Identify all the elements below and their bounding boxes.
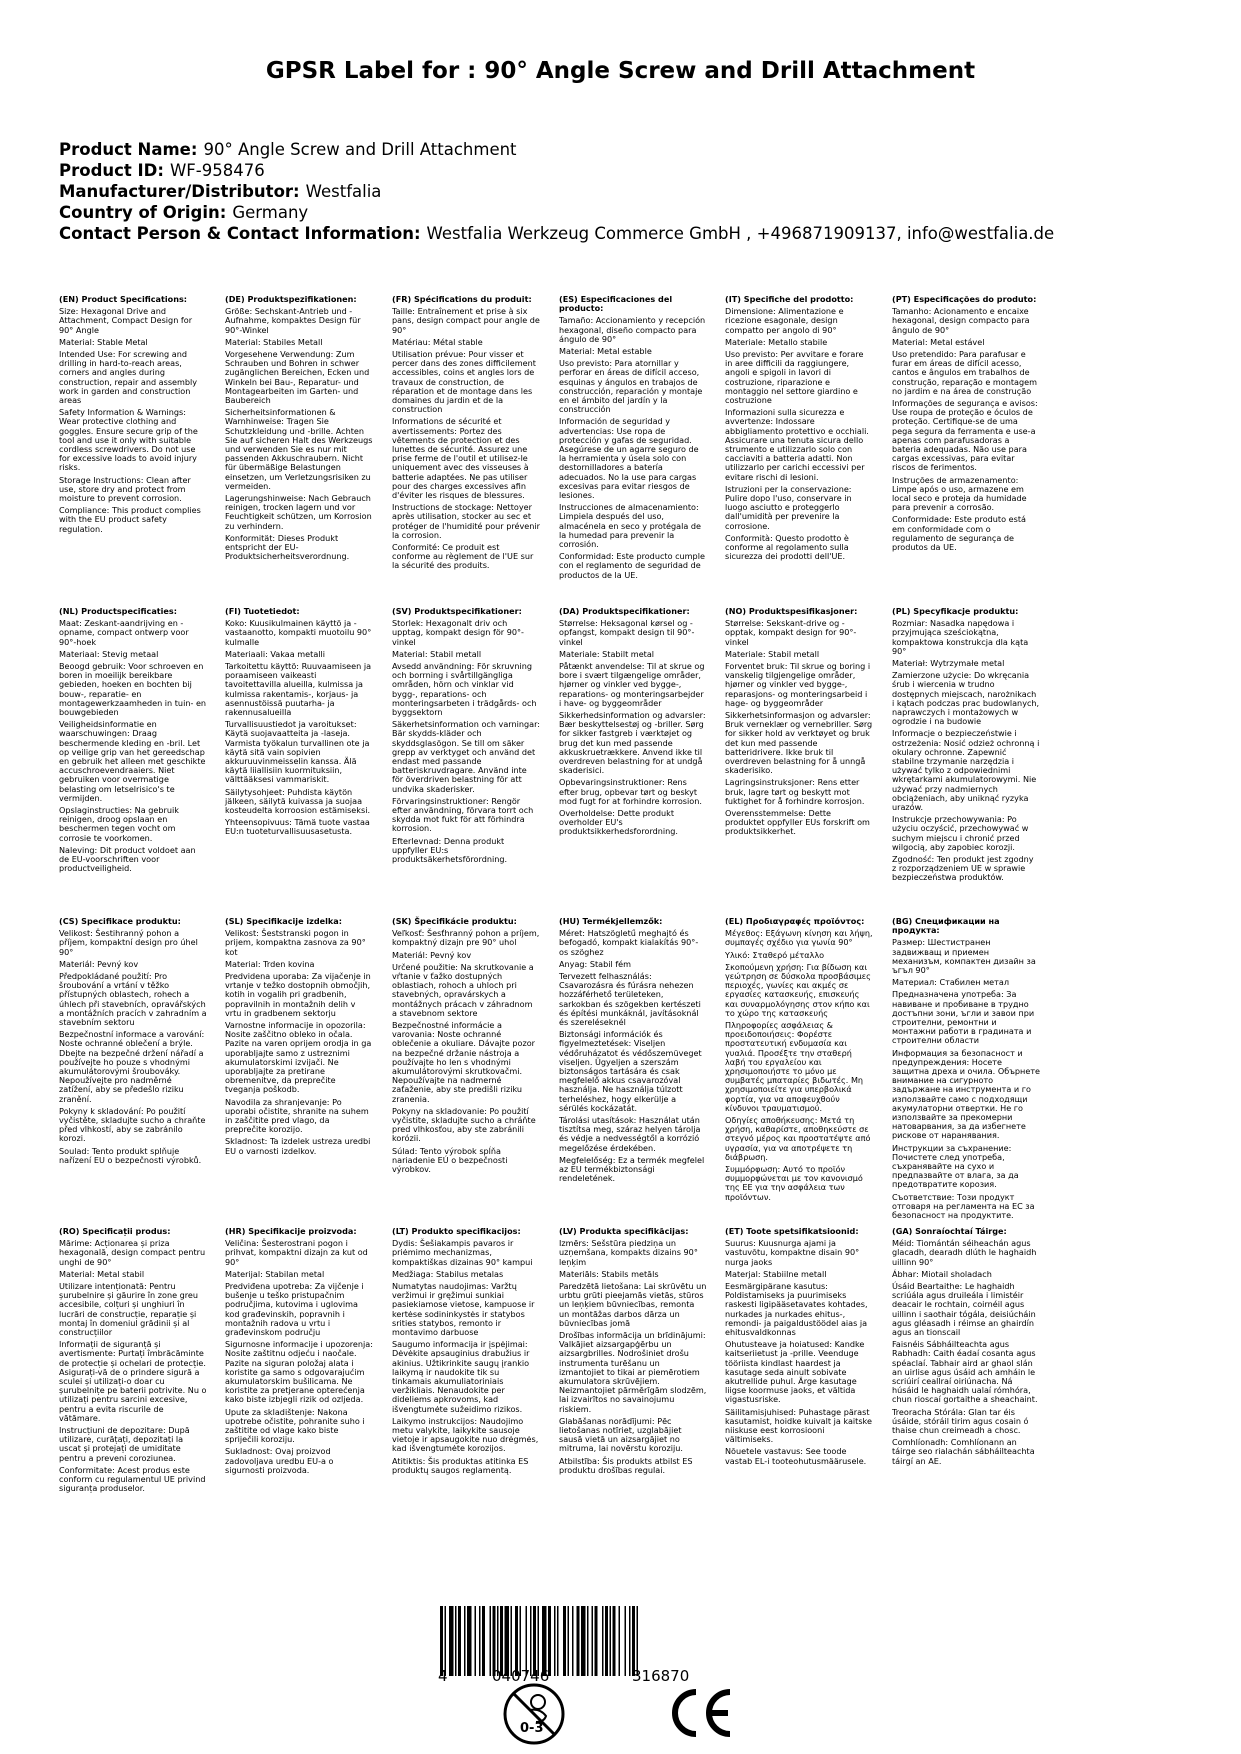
spec-paragraph: Størrelse: Sekskant-drive og -opptak, kompakt design for 90°-vinkel (725, 618, 857, 647)
spec-paragraph: Materiāls: Stabils metāls (559, 1268, 659, 1279)
spec-paragraph: Предназначена употреба: За навиване и пробиване в трудно достъпни зони, ъгли и завои при строителни, ремонтни и монтажни работи в градината и строителни области (892, 989, 1035, 1046)
spec-paragraph: Atitiktis: Šis produktas atitinka ES produktų saugos reglamentą. (392, 1455, 529, 1475)
spec-paragraph: Bezpečnostní informace a varování: Noste ochranné oblečení a brýle. Dbejte na bezpečné držení nářadí a používejte ho pouze s vhodnými akumulátorovými šroubováky. Nepoužívejte pro nadměrné zatížení, aby se předešlo riziku zranění. (59, 1029, 205, 1104)
spec-paragraph: Laikymo instrukcijos: Naudojimo metu valykite, laikykite sausoje vietoje ir apsaugokite nuo drėgmės, kad išvengtumėte korozijos. (392, 1415, 539, 1454)
barcode-bar (605, 1606, 608, 1676)
spec-paragraph: Påtænkt anvendelse: Til at skrue og bore i svært tilgængelige områder, hjørner og vinkler ved bygge-, reparations- og monteringsarbejder i have- og byggeområder (559, 661, 705, 708)
spec-block-en (59, 295, 207, 537)
spec-block-es (559, 295, 707, 583)
spec-paragraph: Materiale: Metallo stabile (725, 336, 828, 347)
spec-paragraph: Material: Stabiles Metall (225, 336, 323, 347)
barcode-bar (538, 1606, 540, 1676)
spec-paragraph: Lagringsinstruksjoner: Rens etter bruk, lagre tørt og beskytt mot fuktighet for å forhindre korrosjon. (725, 777, 865, 806)
spec-paragraph: Úsáid Beartaithe: Le haghaidh scriúála agus druileála i limistéir deacair le rochtain, coirnéil agus uillinn i saothair tógála, deisiúcháin agus gléasadh i réimse an ghairdín agus an tionscail (892, 1281, 1036, 1338)
spec-paragraph: Conformità: Questo prodotto è conforme al regolamento sulla sicurezza dei prodotti dell'UE. (725, 532, 849, 562)
spec-paragraph: Informações de segurança e avisos: Use roupa de proteção e óculos de proteção. Certifique-se de uma pega segura da ferramenta e use-a apenas com parafusadoras a bateria adequadas. Não use para cargas excessivas, para evitar riscos de ferimentos. (892, 398, 1038, 473)
spec-paragraph: Naleving: Dit product voldoet aan de EU-voorschriften voor productveiligheid. (59, 844, 196, 874)
spec-paragraph: Zamierzone użycie: Do wkręcania śrub i wiercenia w trudno dostępnych miejscach, narożnikach i kątach podczas prac budowlanych, naprawczych i montażowych w ogrodzie i na budowie (892, 670, 1040, 727)
barcode-bar (530, 1606, 532, 1676)
barcode-bar (557, 1606, 559, 1676)
barcode-bar (568, 1606, 570, 1676)
spec-paragraph: Lagerungshinweise: Nach Gebrauch reinigen, trocken lagern und vor Feuchtigkeit schützen, um Korrosion zu verhindern. (225, 493, 372, 531)
spec-paragraph: Pokyny na skladovanie: Po použití vyčistite, skladujte sucho a chráňte pred vlhkosťou, aby ste zabránili korózii. (392, 1105, 536, 1144)
spec-heading: (CS) Specifikace produktu: (59, 916, 181, 926)
spec-heading: (FI) Tuotetiedot: (225, 606, 300, 616)
spec-paragraph: Bezpečnostné informácie a varovania: Noste ochranné oblečenie a okuliare. Dávajte pozor na bezpečné držanie nástroja a používajte ho len s vhodnými akumulátorovými skrutkovačmi. Nepoužívajte na nadmerné zaťaženie, aby ste predišli riziku zranenia. (392, 1020, 535, 1104)
spec-paragraph: Turvallisuustiedot ja varoitukset: Käytä suojavaatteita ja -laseja. Varmista työkalun turvallinen ote ja käytä sitä vain sopivien akkuruuvinmeisselin kanssa. Älä käytä liiallisiin kuormituksiin, välttääksesi vammariskit. (225, 719, 370, 785)
spec-paragraph: Conformité: Ce produit est conforme au règlement de l'UE sur la sécurité des produits. (392, 542, 534, 571)
spec-block-sv (392, 607, 540, 867)
spec-paragraph: Soulad: Tento produkt splňuje nařízení EU o bezpečnosti výrobků. (59, 1145, 202, 1165)
spec-heading: (LT) Produkto specifikacijos: (392, 1226, 521, 1236)
spec-paragraph: Πληροφορίες ασφάλειας & προειδοποιήσεις: Φορέστε προστατευτική ενδυμασία και γυαλιά. Προσέξτε την σταθερή λαβή του εργαλείου και χρησιμοποιήστε το μόνο με συμβατές μπαταρίες βιδωτές. Μη χρησιμοποιείτε για υπερβολικά φορτία, για να αποφευχθούν κίνδυνοι τραυματισμού. (725, 1020, 864, 1113)
spec-paragraph: Vorgesehene Verwendung: Zum Schrauben und Bohren in schwer zugänglichen Bereichen, Ecken und Winkeln bei Bau-, Reparatur- und Montagearbeiten im Garten- und Baubereich (225, 349, 370, 406)
spec-block-no (725, 607, 873, 840)
spec-paragraph: Materjal: Stabiilne metall (725, 1268, 827, 1279)
spec-block-lv (559, 1227, 707, 1478)
info-product-name: Product Name: 90° Angle Screw and Drill Attachment (59, 140, 517, 159)
spec-paragraph: Tamanho: Acionamento e encaixe hexagonal, design compacto para ângulo de 90° (892, 306, 1030, 335)
spec-paragraph: Säilytysohjeet: Puhdista käytön jälkeen, säilytä kuivassa ja suojaa kosteudelta korroosion estämiseksi. (225, 786, 371, 816)
barcode-bar (497, 1606, 499, 1676)
spec-block-sl (225, 917, 373, 1159)
spec-paragraph: Conformidad: Este producto cumple con el reglamento de seguridad de productos de la UE. (559, 551, 705, 580)
spec-heading: (NO) Produktspesifikasjoner: (725, 606, 858, 616)
barcode-bar (610, 1606, 612, 1676)
spec-paragraph: Информация за безопасност и предупреждения: Носете защитна дреха и очила. Обърнете внимание на сигурното задържане на инструмента и го използвайте само с подходящи акумулаторни отвертки. Не го използвайте за прекомерни натоварвания, за да избегнете рискове от наранявания. (892, 1047, 1041, 1141)
spec-block-ga (892, 1227, 1040, 1469)
spec-paragraph: Compliance: This product complies with the EU product safety regulation. (59, 505, 201, 534)
spec-heading: (LV) Produkta specifikācijas: (559, 1226, 689, 1236)
spec-paragraph: Conformidade: Este produto está em conformidade com o regulamento de segurança de produtos da UE. (892, 514, 1026, 553)
barcode-bar (440, 1606, 443, 1676)
barcode-bar (520, 1606, 522, 1676)
barcode-bar (587, 1606, 589, 1676)
spec-block-cs (59, 917, 207, 1168)
spec-paragraph: Storlek: Hexagonalt driv och upptag, kompakt design för 90°-vinkel (392, 618, 524, 647)
spec-block-et (725, 1227, 873, 1469)
barcode-bar (449, 1606, 454, 1676)
spec-heading: (HR) Specifikacije proizvoda: (225, 1226, 357, 1236)
barcode-bar (526, 1606, 528, 1676)
age-warning-0-3-icon (502, 1682, 566, 1746)
spec-paragraph: Materiale: Stabil metall (725, 648, 820, 659)
spec-paragraph: Material: Stable Metal (59, 336, 148, 347)
spec-paragraph: Faisnéis Sábháilteachta agus Rabhadh: Caith éadaí cosanta agus spéaclaí. Tabhair aird ar ghaol slán an uirlise agus úsáid ach amháin le scriúirí ceallraí oiriúnacha. Ná húsáid le haghaidh ualaí rómhóra, chun rioscaí gortaithe a sheachaint. (892, 1339, 1038, 1405)
spec-paragraph: Materiał: Wytrzymałe metal (892, 658, 1005, 669)
barcode-bar (548, 1606, 551, 1676)
spec-paragraph: Sigurnosne informacije i upozorenja: Nosite zaštitnu odjeću i naočale. Pazite na siguran položaj alata i koristite ga samo s odgovarajućim akumulatorskim bušilicama. Ne koristite za pretjerane opterećenja kako biste izbjegli rizik od ozljeda. (225, 1339, 373, 1405)
spec-block-nl (59, 607, 207, 876)
spec-paragraph: Rozmiar: Nasadka napędowa i przyjmująca sześciokątna, kompaktowa konstrukcja dla kąta 90° (892, 618, 1029, 656)
spec-paragraph: Uso previsto: Para atornillar y perforar en áreas de difícil acceso, esquinas y ángulos en trabajos de construcción, reparación y montaje en el ámbito del jardín y la construcción (559, 358, 703, 415)
barcode-bar (637, 1606, 639, 1676)
spec-block-bg (892, 917, 1040, 1223)
spec-heading: (ES) Especificaciones del producto: (559, 294, 673, 314)
barcode-bar (613, 1606, 616, 1676)
spec-paragraph: Navodila za shranjevanje: Po uporabi očistite, shranite na suhem in zaščitite pred vlago, da preprečite korozijo. (225, 1096, 369, 1135)
spec-heading: (PT) Especificações do produto: (892, 294, 1037, 304)
spec-paragraph: Zgodność: Ten produkt jest zgodny z rozporządzeniem UE w sprawie bezpieczeństwa produktów. (892, 854, 1034, 883)
spec-heading: (EN) Product Specifications: (59, 294, 188, 304)
spec-paragraph: Paredzētā lietošana: Lai skrūvētu un urbtu grūti pieejamās vietās, stūros un leņķiem būvniecības, remonta un montāžas darbos dārza un būvniecības jomā (559, 1281, 707, 1328)
spec-paragraph: Materiaal: Stevig metaal (59, 648, 159, 659)
spec-paragraph: Nõuetele vastavus: See toode vastab EL-i tooteohutusmäärusele. (725, 1446, 867, 1466)
spec-paragraph: Säilitamisjuhised: Puhastage pärast kasutamist, hoidke kuivalt ja kaitske niiskuse eest korrosiooni vältimiseks. (725, 1406, 872, 1445)
spec-paragraph: Información de seguridad y advertencias: Use ropa de protección y gafas de seguridad. Asegúrese de un agarre seguro de la herramienta y úsela solo con destornilladores a batería adecuados. No la use para cargas excesivas para evitar riesgos de lesiones. (559, 416, 699, 501)
spec-paragraph: Beoogd gebruik: Voor schroeven en boren in moeilijk bereikbare gebieden, hoeken en bochten bij bouw-, reparatie- en montagewerkzaamheden in tuin- en bouwgebieden (59, 661, 207, 718)
spec-paragraph: Materiál: Pevný kov (392, 949, 472, 960)
spec-paragraph: Størrelse: Heksagonal kørsel og -opfangst, kompakt design til 90°-vinkel (559, 618, 695, 647)
info-country: Country of Origin: Germany (59, 203, 309, 222)
ce-mark-icon (666, 1688, 734, 1738)
spec-paragraph: Informazioni sulla sicurezza e avvertenze: Indossare abbigliamento protettivo e occhiali. Assicurare una tenuta sicura dello strumento e utilizzarlo solo con cacciaviti a batteria adatti. Non utilizzarlo per carichi eccessivi per evitare rischi di lesioni. (725, 407, 869, 482)
barcode-bar (479, 1606, 481, 1676)
spec-block-fr (392, 295, 540, 574)
spec-paragraph: Materijal: Stabilan metal (225, 1268, 325, 1279)
spec-paragraph: Safety Information & Warnings: Wear protective clothing and goggles. Ensure secure grip of the tool and use it only with suitable cordless screwdrivers. Do not use for excessive loads to avoid injury risks. (59, 407, 198, 473)
page-title: GPSR Label for : 90° Angle Screw and Drill Attachment (265, 58, 976, 84)
spec-paragraph: Tervezett felhasználás: Csavarozásra és fúrásra nehezen hozzáférhető területeken, sarkokban és szögekben kertészeti és építési munkáknál, javításoknál és szereléseknél (559, 971, 701, 1028)
spec-paragraph: Súlad: Tento výrobok spĺňa nariadenie EÚ o bezpečnosti výrobkov. (392, 1145, 508, 1175)
spec-paragraph: Numatytas naudojimas: Varžtų veržimui ir gręžimui sunkiai pasiekiamose vietose, kampuose ir kertėse sodininkystės ir statybos srities statybos, remonto ir montavimo darbuose (392, 1281, 535, 1338)
spec-paragraph: Veľkosť: Šesťhranný pohon a príjem, kompaktný dizajn pre 90° uhol (392, 928, 540, 948)
spec-paragraph: Eesmärgipärane kasutus: Poldistamiseks ja puurimiseks raskesti ligipääsetavates kohtades, nurkades ja nurkades ehitus-, remondi- ja paigaldustöödel aias ja ehitusvaldkonnas (725, 1281, 868, 1338)
spec-paragraph: Material: Metal stabil (59, 1268, 145, 1279)
barcode-bar (475, 1606, 477, 1676)
spec-paragraph: Ohutusteave ja hoiatused: Kandke kaitseriietust ja -prille. Veenduge tööriista kindlast haardest ja kasutage seda ainult sobivate akutrellide puhul. Ärge kasutage liigse koormuse jaoks, et vältida vigastusriske. (725, 1339, 865, 1405)
barcode-bar (493, 1606, 496, 1676)
spec-heading: (PL) Specyfikacje produktu: (892, 606, 1019, 616)
spec-paragraph: Uso previsto: Per avvitare e forare in aree difficili da raggiungere, angoli e spigoli in lavori di costruzione, riparazione e montaggio nel settore giardino e costruzione (725, 349, 864, 406)
spec-paragraph: Overholdelse: Dette produkt overholder EU's produktsikkerhedsforordning. (559, 808, 678, 837)
barcode-digit-lead: 4 (438, 1667, 448, 1685)
spec-paragraph: Instrukcje przechowywania: Po użyciu oczyścić, przechowywać w suchym miejscu i chronić przed wilgocią, aby zapobiec korozji. (892, 814, 1029, 852)
spec-paragraph: Glabāšanas norādījumi: Pēc lietošanas notīriet, uzglabājiet sausā vietā un aizsargājiet no mitruma, lai novērstu koroziju. (559, 1415, 683, 1454)
spec-paragraph: Předpokládané použití: Pro šroubování a vrtání v těžko přístupných oblastech, rohech a úhlech při stavebních, opravářských a montážních pracích v zahradním a stavebním sektoru (59, 971, 207, 1028)
spec-paragraph: Uso pretendido: Para parafusar e furar em áreas de difícil acesso, cantos e ângulos em trabalhos de construção, reparação e montagem no jardim e na área de construção (892, 349, 1037, 396)
spec-paragraph: Ábhar: Miotail sholadach (892, 1268, 992, 1279)
product-info (59, 139, 1054, 244)
spec-paragraph: Matériau: Métal stable (392, 336, 483, 347)
spec-block-pl (892, 607, 1040, 886)
spec-paragraph: Varnostne informacije in opozorila: Nosite zaščitno obleko in očala. Pazite na varen oprijem orodja in ga uporabljajte samo z ustreznimi akumulatorskimi izvijači. Ne uporabljajte za pretirane obremenitve, da preprečite tveganja poškodb. (225, 1020, 372, 1095)
spec-paragraph: Avsedd användning: För skruvning och borrning i svårtillgängliga områden, hörn och vinklar vid bygg-, reparations- och monteringsarbeten i trädgårds- och byggsektorn (392, 661, 537, 718)
spec-block-it (725, 295, 873, 564)
spec-heading: (NL) Productspecificaties: (59, 606, 177, 616)
spec-heading: (SK) Špecifikácie produktu: (392, 916, 517, 926)
spec-paragraph: Opbevaringsinstruktioner: Rens efter brug, opbevar tørt og beskyt mod fugt for at forhindre korrosion. (559, 777, 702, 806)
spec-paragraph: Megfelelőség: Ez a termék megfelel az EU termékbiztonsági rendeletének. (559, 1154, 705, 1184)
barcode-bar (467, 1606, 472, 1676)
spec-paragraph: Materiál: Pevný kov (59, 958, 139, 969)
spec-block-hr (225, 1227, 373, 1478)
spec-block-el (725, 917, 873, 1205)
spec-heading: (HU) Termékjellemzők: (559, 916, 663, 926)
spec-heading: (EL) Προδιαγραφές προϊόντος: (725, 916, 865, 926)
spec-paragraph: Velikost: Šestihranný pohon a příjem, kompaktní design pro úhel 90° (59, 928, 198, 957)
spec-paragraph: Material: Metal estável (892, 336, 985, 347)
spec-paragraph: Drošības informācija un brīdinājumi: Valkājiet aizsargapģērbu un aizsargbrilles. Nodrošiniet drošu instrumenta turēšanu un izmantojiet to tikai ar piemērotiem akumulatora skrūvējiem. Neizmantojiet pārmērīgām slodzēm, lai izvairītos no savainojumu riskiem. (559, 1330, 707, 1414)
spec-paragraph: Overensstemmelse: Dette produktet oppfyller EUs forskrift om produktsikkerhet. (725, 808, 870, 837)
barcode-bar (542, 1606, 547, 1676)
spec-paragraph: Pokyny k skladování: Po použití vyčistěte, skladujte sucho a chraňte před vlhkostí, aby se zabránilo korozi. (59, 1105, 206, 1144)
spec-heading: (ET) Toote spetsifikatsioonid: (725, 1226, 859, 1236)
spec-block-da (559, 607, 707, 840)
spec-paragraph: Säkerhetsinformation och varningar: Bär skydds-kläder och skyddsglasögon. Se till om säker grepp av verktyget och använd det endast med passande batteriskruvdragare. Använd inte för överdriven belastning för att undvika skaderisker. (392, 719, 541, 794)
spec-paragraph: Predvidena uporaba: Za vijačenje in vrtanje v težko dostopnih območjih, kotih in vogalih pri gradbenih, popravilnih in montažnih delih v vrtu in gradbenem sektorju (225, 971, 371, 1018)
barcode-digits-left: 040746 (492, 1667, 550, 1685)
spec-paragraph: Инструкции за съхранение: Почистете след употреба, съхранявайте на сухо и предпазвайте от влага, за да предотвратите корозия. (892, 1142, 1019, 1190)
spec-paragraph: Veličina: Šesterostrani pogon i prihvat, kompaktni dizajn za kut od 90° (225, 1238, 368, 1267)
spec-block-ro (59, 1227, 207, 1496)
spec-paragraph: Určené použitie: Na skrutkovanie a vŕtanie v ťažko dostupných oblastiach, rohoch a uhloch pri stavebných, opravárskych a montážnych prácach v záhradnom a stavebnom sektore (392, 961, 534, 1018)
spec-paragraph: Forventet bruk: Til skrue og boring i vanskelig tilgjengelige områder, hjørner og vinkler ved bygge-, reparasjons- og monteringsarbeid i hage- og byggeområder (725, 661, 871, 708)
spec-heading: (FR) Spécifications du produit: (392, 294, 532, 304)
spec-paragraph: Taille: Entraînement et prise à six pans, design compact pour angle de 90° (392, 306, 540, 335)
spec-paragraph: Skladnost: Ta izdelek ustreza uredbi EU o varnosti izdelkov. (225, 1136, 371, 1156)
spec-paragraph: Instruções de armazenamento: Limpe após o uso, armazene em local seco e proteja da humidade para prevenir a corrosão. (892, 474, 1027, 513)
spec-paragraph: Storage Instructions: Clean after use, store dry and protect from moisture to prevent corrosion. (59, 474, 191, 504)
spec-heading: (SV) Produktspecifikationer: (392, 606, 522, 616)
barcode-bar (554, 1606, 556, 1676)
spec-paragraph: Size: Hexagonal Drive and Attachment, Compact Design for 90° Angle (59, 306, 193, 335)
spec-paragraph: Informations de sécurité et avertissements: Portez des vêtements de protection et des lunettes de sécurité. Assurez une prise ferme de l'outil et utilisez-le uniquement avec des visseuses à batterie adaptées. Ne pas utiliser pour des charges excessives afin d'éviter les risques de blessures. (392, 416, 529, 501)
barcode-bar (581, 1606, 586, 1676)
spec-paragraph: Treoracha Stórála: Glan tar éis úsáide, stóráil tirim agus cosain ó thaise chun creimeadh a chosc. (892, 1406, 1029, 1436)
spec-paragraph: Dydis: Šešiakampis pavaros ir priėmimo mechanizmas, kompaktiškas dizainas 90° kampui (392, 1238, 533, 1267)
spec-block-lt (392, 1227, 540, 1478)
barcode-bar (629, 1606, 631, 1676)
spec-paragraph: Sikkerhetsinformasjon og advarsler: Bruk verneklær og vernebriller. Sørg for sikker hold av verktøyet og bruk det kun med passende batteridrivere. Ikke bruk til overdreven belastning for å unngå skaderisiko. (725, 710, 873, 776)
barcode-bar (572, 1606, 574, 1676)
spec-block-sk (392, 917, 540, 1177)
spec-paragraph: Konformität: Dieses Produkt entspricht der EU-Produktsicherheitsverordnung. (225, 532, 350, 562)
info-product-id: Product ID: WF-958476 (59, 161, 265, 180)
barcode-bar (625, 1606, 627, 1676)
spec-paragraph: Koko: Kuusikulmainen käyttö ja -vastaanotto, kompakti muotoilu 90° kulmalle (225, 618, 372, 647)
spec-paragraph: Dimensione: Alimentazione e ricezione esagonale, design compatto per angolo di 90° (725, 306, 844, 335)
spec-paragraph: Instrucciones de almacenamiento: Limpiela después del uso, almacénela en seco y protégala de la humedad para prevenir la corrosión. (559, 502, 701, 550)
info-contact: Contact Person & Contact Information: Westfalia Werkzeug Commerce GmbH , +496871909137, info@westfalia.de (59, 224, 1055, 243)
barcode-bar (563, 1606, 566, 1676)
info-manufacturer: Manufacturer/Distributor: Westfalia (59, 182, 382, 201)
spec-paragraph: Instructions de stockage: Nettoyer après utilisation, stocker au sec et protéger de l'humidité pour prévenir la corrosion. (392, 502, 540, 540)
spec-paragraph: Съответствие: Този продукт отговаря на регламента на ЕС за безопасност на продуктите. (892, 1191, 1035, 1221)
barcode-bar (632, 1606, 635, 1676)
spec-paragraph: Mărime: Acționarea și priza hexagonală, design compact pentru unghi de 90° (59, 1238, 206, 1267)
spec-paragraph: Utilizare intenționată: Pentru șurubelnire și găurire în zone greu accesibile, colțuri și unghiuri în lucrări de construcție, reparație și montaj în domeniul grădinii și al construcțiilor (59, 1281, 199, 1338)
barcode-bar (490, 1606, 492, 1676)
barcode-bar (511, 1606, 513, 1676)
spec-paragraph: Atbilstība: Šis produkts atbilst ES produktu drošības regulai. (559, 1455, 693, 1475)
barcode-digits-right: 316870 (632, 1667, 690, 1685)
spec-paragraph: Material: Trden kovina (225, 958, 315, 969)
barcode-bar (445, 1606, 447, 1676)
spec-paragraph: Sukladnost: Ovaj proizvod zadovoljava uredbu EU-a o sigurnosti proizvoda. (225, 1446, 334, 1475)
spec-paragraph: Materiale: Stabilt metal (559, 648, 655, 659)
spec-paragraph: Размер: Шестистранен задвижващ и приемен механизъм, компактен дизайн за ъгъл 90° (892, 937, 1036, 976)
spec-paragraph: Izmērs: Sešstūra piedziņa un uzņemšana, kompakts dizains 90° leņķim (559, 1238, 698, 1267)
spec-heading: (DE) Produktspezifikationen: (225, 294, 357, 304)
spec-paragraph: Conformitate: Acest produs este conform cu regulamentul UE privind siguranța produselor. (59, 1464, 206, 1494)
barcode-bar (592, 1606, 594, 1676)
spec-paragraph: Tárolási utasítások: Használat után tisztítsa meg, száraz helyen tárolja és védje a nedvességtől a korrózió megelőzése érdekében. (559, 1115, 701, 1153)
spec-paragraph: Größe: Sechskant-Antrieb und -Aufnahme, kompaktes Design für 90°-Winkel (225, 306, 361, 335)
spec-paragraph: Utilisation prévue: Pour visser et percer dans des zones difficilement accessibles, coins et angles lors de travaux de construction, de réparation et de montage dans les domaines du jardin et de la construction (392, 349, 536, 415)
spec-heading: (BG) Спецификации на продукта: (892, 916, 1000, 936)
spec-paragraph: Medžiaga: Stabilus metalas (392, 1268, 504, 1279)
spec-block-hu (559, 917, 707, 1186)
spec-paragraph: Comhlíonadh: Comhlíonann an táirge seo rialachán sábháilteachta táirgí an AE. (892, 1437, 1035, 1466)
spec-paragraph: Materiaali: Vakaa metalli (225, 648, 326, 659)
spec-heading: (GA) Sonraíochtaí Táirge: (892, 1226, 1007, 1236)
spec-block-fi (225, 607, 373, 840)
spec-heading: (IT) Specifiche del prodotto: (725, 294, 854, 304)
spec-paragraph: Veiligheidsinformatie en waarschuwingen: Draag beschermende kleding en -bril. Let op veilige grip van het gereedschap en gebruik het alleen met geschikte accuschroevendraaiers. Niet gebruiken voor overmatige belasting om letselrisico's te vermijden. (59, 719, 206, 803)
spec-paragraph: Οδηγίες αποθήκευσης: Μετά τη χρήση, καθαρίστε, αποθηκεύστε σε στεγνό μέρος και προστατέψτε από υγρασία, για να αποτρέψετε τη διάβρωση. (725, 1115, 871, 1162)
spec-paragraph: Velikost: Šeststranski pogon in prijem, kompaktna zasnova za 90° kot (225, 928, 366, 957)
barcode-bar (455, 1606, 457, 1676)
spec-paragraph: Tamaño: Accionamiento y recepción hexagonal, diseño compacto para ángulo de 90° (559, 315, 706, 344)
barcode-bar (602, 1606, 604, 1676)
spec-paragraph: Méret: Hatszögletű meghajtó és befogadó, kompakt kialakítás 90°-os szöghez (559, 928, 699, 957)
spec-paragraph: Maat: Zeskant-aandrijving en -opname, compact ontwerp voor 90°-hoek (59, 618, 189, 647)
barcode-bar (500, 1606, 503, 1676)
spec-paragraph: Συμμόρφωση: Αυτό το προϊόν συμμορφώνεται με τον κανονισμό της ΕΕ για την ασφάλεια των προϊόντων. (725, 1164, 863, 1202)
spec-paragraph: Opslaginstructies: Na gebruik reinigen, droog opslaan en beschermen tegen vocht om corrosie te voorkomen. (59, 805, 179, 843)
spec-paragraph: Biztonsági információk és figyelmeztetések: Viseljen védőruházatot és védőszemüveget viseljen. Ügyeljen a szerszám biztonságos tartására és csak megfelelő akkus csavarozóval használja. Ne használja túlzott terheléshez, hogy elkerülje a sérülés kockázatát. (559, 1029, 702, 1113)
barcode-bar (464, 1606, 466, 1676)
barcode-bar (482, 1606, 485, 1676)
spec-paragraph: Material: Stabil metall (392, 648, 482, 659)
barcode-bar (595, 1606, 598, 1676)
spec-paragraph: Instrucțiuni de depozitare: După utilizare, curățați, depozitați la uscat și protejați de umiditate pentru a preveni coroziunea. (59, 1425, 190, 1463)
barcode-bar (577, 1606, 580, 1676)
barcode-bar (505, 1606, 510, 1676)
spec-paragraph: Förvaringsinstruktioner: Rengör efter användning, förvara torrt och skydda mot fukt för att förhindra korrosion. (392, 795, 534, 834)
spec-paragraph: Yhteensopivuus: Tämä tuote vastaa EU:n tuoteturvallisuusasetusta. (225, 817, 370, 837)
spec-heading: (RO) Specificații produs: (59, 1226, 171, 1236)
spec-paragraph: Informații de siguranță și avertismente: Purtați îmbrăcăminte de protecție și ochelari de protecție. Asigurați-vă de o prindere sigură a sculei și utilizați-o doar cu șurubelnițe pe baterii potrivite. Nu o utilizați pentru sarcini excesive, pentru a evita riscurile de vătămare. (59, 1339, 207, 1423)
spec-paragraph: Μέγεθος: Εξάγωνη κίνηση και λήψη, συμπαγές σχέδιο για γωνία 90° (725, 928, 873, 948)
barcode-bar (515, 1606, 518, 1676)
spec-block-de (225, 295, 373, 564)
barcode-bar (533, 1606, 536, 1676)
spec-paragraph: Informacje o bezpieczeństwie i ostrzeżenia: Nosić odzież ochronną i okulary ochronne. Zapewnić stabilne trzymanie narzędzia i używać tylko z odpowiednimi wkrętarkami akumulatorowymi. Nie używać przy nadmiernych obciążeniach, aby uniknąć ryzyka urazów. (892, 728, 1040, 813)
spec-paragraph: Saugumo informacija ir įspėjimai: Dėvėkite apsauginius drabužius ir akinius. Užtikrinkite saugų įrankio laikymą ir naudokite tik su tinkamais akumuliatoriniais veržikliais. Nenaudokite per dideliems apkrovoms, kad išvengtumėte sužeidimo rizikos. (392, 1339, 530, 1414)
spec-paragraph: Sikkerhedsinformation og advarsler: Bær beskyttelsestøj og -briller. Sørg for sikker fastgreb i værktøjet og brug det kun med passende akkuskruetrækkere. Anvend ikke til overdreven belastning for at undgå skaderisici. (559, 710, 706, 776)
spec-block-pt (892, 295, 1040, 555)
svg-text:0-3: 0-3 (520, 1721, 544, 1736)
spec-paragraph: Σκοπούμενη χρήση: Για βίδωση και γεώτρηση σε δύσκολα προσβάσιμες περιοχές, γωνίες και ακμές σε εργασίες κατασκευής, επισκευής και συναρμολόγησης στον κήπο και το χώρο της κατασκευής (725, 961, 871, 1018)
spec-paragraph: Материал: Стабилен метал (892, 977, 1009, 988)
spec-heading: (DA) Produktspecifikationer: (559, 606, 690, 616)
spec-paragraph: Upute za skladištenje: Nakona upotrebe očistite, pohranite suho i zaštitite od vlage kako biste spriječili koroziju. (225, 1406, 365, 1445)
barcode-bar (458, 1606, 461, 1676)
spec-paragraph: Sicherheitsinformationen & Warnhinweise: Tragen Sie Schutzkleidung und -brille. Achten Sie auf sicheren Halt des Werkzeugs und verwenden Sie es nur mit passenden Akkuschraubern. Nicht für übermäßige Belastungen einsetzen, um Verletzungsrisiken zu vermeiden. (225, 407, 373, 491)
spec-paragraph: Méid: Tiomántán séiheachán agus glacadh, dearadh dlúth le haghaidh uillinn 90° (892, 1238, 1037, 1267)
spec-paragraph: Istruzioni per la conservazione: Pulire dopo l'uso, conservare in luogo asciutto e proteggerlo dall'umidità per prevenire la corrosione. (725, 483, 852, 531)
spec-paragraph: Υλικό: Σταθερό μέταλλο (725, 949, 825, 960)
spec-paragraph: Tarkoitettu käyttö: Ruuvaamiseen ja poraamiseen vaikeasti tavoitettavilla alueilla, kulmissa ja kulmissa rakentamis-, korjaus- ja asennustöissä puutarha- ja rakennusalueilla (225, 661, 372, 718)
spec-heading: (SL) Specifikacije izdelka: (225, 916, 343, 926)
barcode-bar (619, 1606, 621, 1676)
spec-paragraph: Anyag: Stabil fém (559, 958, 632, 969)
spec-paragraph: Material: Metal estable (559, 346, 652, 357)
spec-paragraph: Intended Use: For screwing and drilling in hard-to-reach areas, corners and angles during construction, repair and assembly work in garden and construction areas (59, 349, 198, 406)
spec-paragraph: Predviđena upotreba: Za vijčenje i bušenje u teško pristupačnim područjima, kutovima i uglovima kod građevinskih, popravnih i montažnih radova u vrtu i građevinskom području (225, 1281, 364, 1338)
spec-paragraph: Suurus: Kuusnurga ajami ja vastuvõtu, kompaktne disain 90° nurga jaoks (725, 1238, 860, 1267)
spec-paragraph: Efterlevnad: Denna produkt uppfyller EU:s produktsäkerhetsförordning. (392, 835, 508, 865)
